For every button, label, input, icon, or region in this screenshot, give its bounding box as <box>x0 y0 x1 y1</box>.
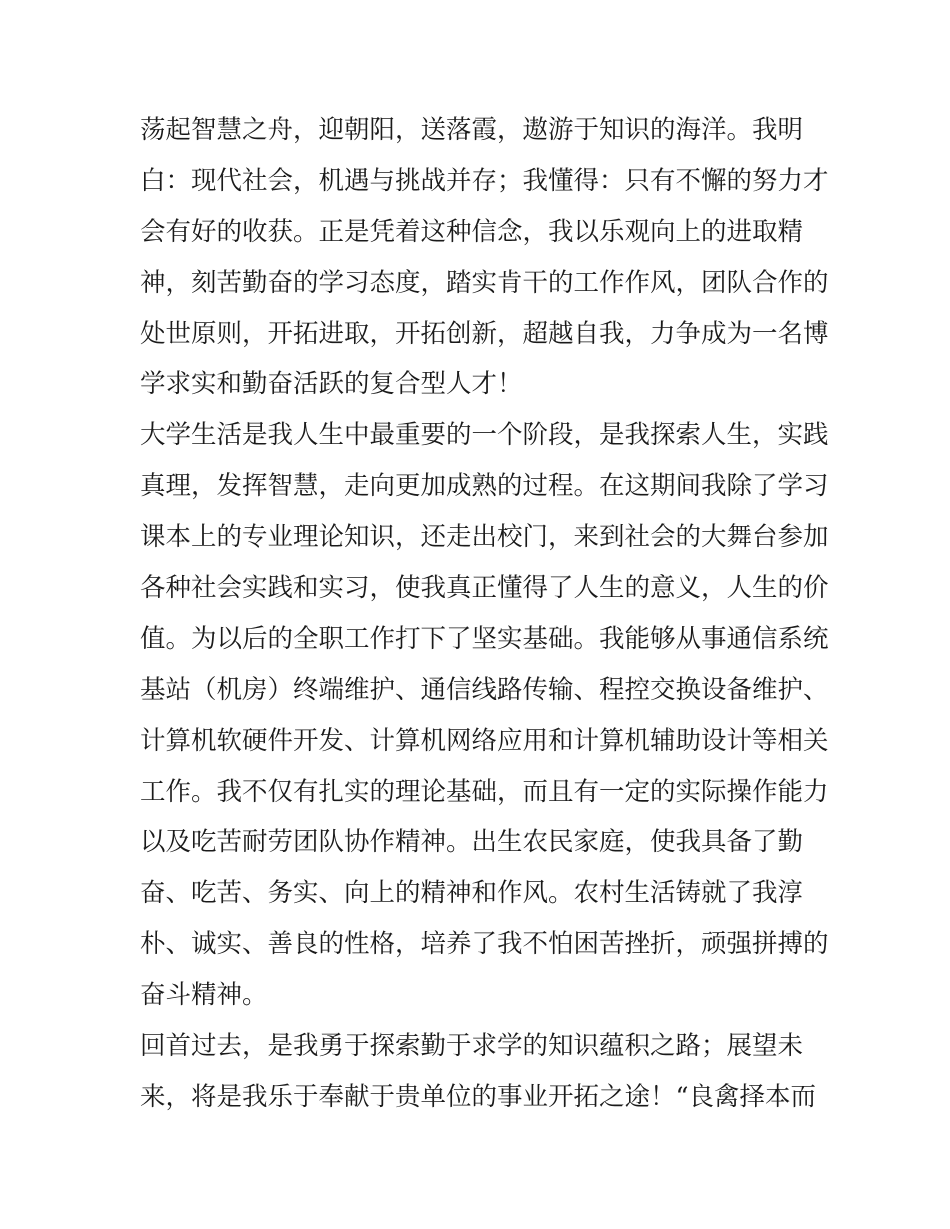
text-line: 荡起智慧之舟，迎朝阳，送落霞，遨游于知识的海洋。我明 <box>140 115 804 145</box>
text-line: 神，刻苦勤奋的学习态度，踏实肯干的工作作风，团队合作的 <box>140 267 829 298</box>
text-line: 基站（机房）终端维护、通信线路传输、程控交换设备维护、 <box>140 674 829 705</box>
text-line: 处世原则，开拓进取，开拓创新，超越自我，力争成为一名博 <box>140 318 829 349</box>
text-line: 各种社会实践和实习，使我真正懂得了人生的意义，人生的价 <box>140 573 829 604</box>
text-line: 课本上的专业理论知识，还走出校门，来到社会的大舞台参加 <box>140 522 829 553</box>
text-line: 白：现代社会，机遇与挑战并存；我懂得：只有不懈的努力才 <box>140 165 829 196</box>
text-line: 真理，发挥智慧，走向更加成熟的过程。在这期间我除了学习 <box>140 471 829 502</box>
text-line: 来，将是我乐于奉献于贵单位的事业开拓之途！“良禽择本而 <box>140 1081 817 1112</box>
text-line: 学求实和勤奋活跃的复合型人才！ <box>140 369 523 400</box>
text-line: 以及吃苦耐劳团队协作精神。出生农民家庭，使我具备了勤 <box>140 827 804 858</box>
text-line: 奋、吃苦、务实、向上的精神和作风。农村生活铸就了我淳 <box>140 878 804 909</box>
body-text <box>140 105 829 1123</box>
text-line: 奋斗精神。 <box>140 980 268 1011</box>
text-line: 计算机软硬件开发、计算机网络应用和计算机辅助设计等相关 <box>140 725 829 756</box>
text-line: 会有好的收获。正是凭着这种信念，我以乐观向上的进取精 <box>140 216 804 247</box>
text-line: 值。为以后的全职工作打下了坚实基础。我能够从事通信系统 <box>140 623 829 654</box>
text-line: 工作。我不仅有扎实的理论基础，而且有一定的实际操作能力 <box>140 776 829 807</box>
text-line: 朴、诚实、善良的性格，培养了我不怕困苦挫折，顽强拼搏的 <box>140 929 829 960</box>
text-line: 大学生活是我人生中最重要的一个阶段，是我探索人生，实践 <box>140 420 829 451</box>
text-line: 回首过去，是我勇于探索勤于求学的知识蕴积之路；展望未 <box>140 1031 804 1062</box>
